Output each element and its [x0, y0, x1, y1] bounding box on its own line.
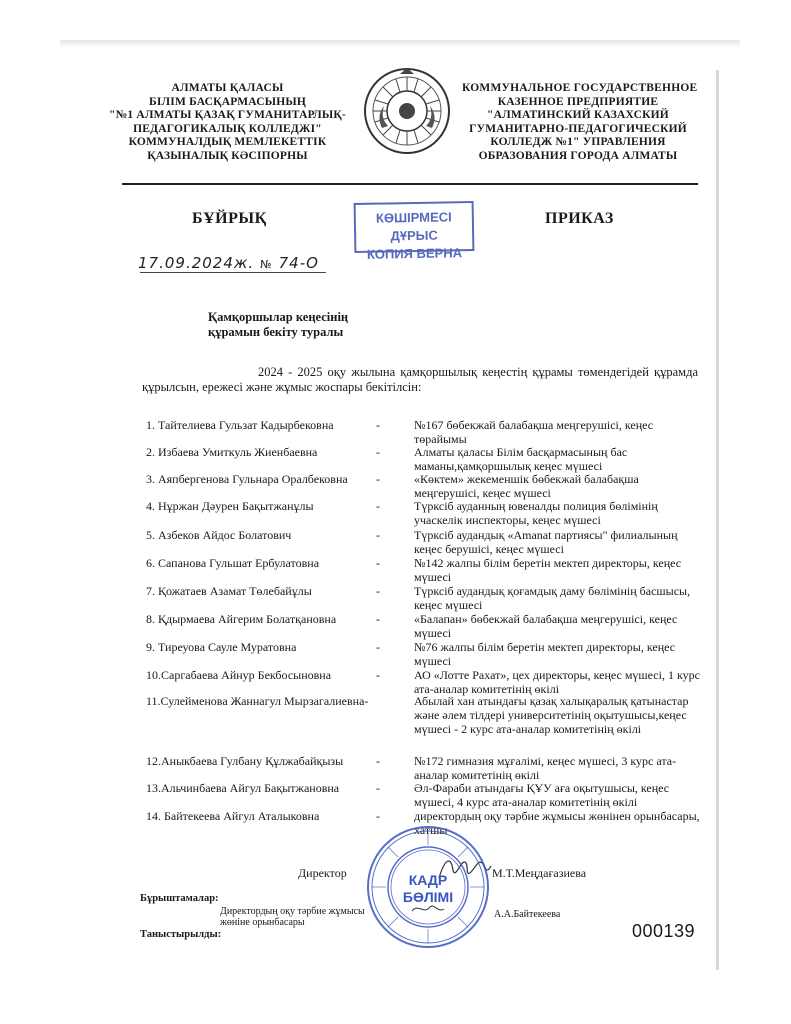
order-date-number [138, 254, 319, 272]
member-role: Әл-Фараби атындағы ҚҰУ аға оқытушысы, кеңес мүшесі, 4 курс ата-аналар комитетінің өкілі [414, 781, 670, 809]
number-sign: № [260, 258, 273, 271]
date-underline [140, 272, 326, 273]
familiarized-label: Таныстырылды: [140, 929, 222, 940]
scan-edge-right [716, 70, 719, 970]
member-role: директордың оқу тәрбие жұмысы жөнінен орынбасары, хатшы [414, 809, 700, 837]
header-kazakh-line: БІЛІМ БАСҚАРМАСЫНЫҢ [149, 95, 306, 108]
header-kazakh-line: "№1 АЛМАТЫ ҚАЗАҚ ГУМАНИТАРЛЫҚ- [109, 109, 346, 121]
order-intro-paragraph: 2024 - 2025 оқу жылына қамқоршылық кеңестің құрамы төмендегідей құрамда құрылсын, ережесі және жұмыс жоспары бекітілсін: [142, 365, 698, 394]
member-dash: - [376, 556, 380, 570]
agreed-label: Бұрыштамалар: [140, 893, 219, 904]
member-role: №167 бөбекжай балабақша меңгерушісі, кеңес төрайымы [414, 418, 654, 446]
scan-edge-top [60, 40, 740, 48]
member-name: 8. Қдырмаева Айгерим Болатқановна [146, 612, 337, 626]
member-role: №172 гимназия мұғалімі, кеңес мүшесі, 3 курс ата-аналар комитетінің өкілі [414, 754, 677, 782]
member-dash: - [376, 781, 380, 795]
member-role: №142 жалпы білім беретін мектеп директоры, кеңес мүшесі [414, 556, 682, 584]
header-kazakh [100, 82, 355, 163]
member-dash: - [376, 640, 380, 654]
member-dash: - [376, 418, 380, 432]
member-dash: - [376, 668, 380, 682]
member-name: 11.Сулейменова Жаннагул Мырзагалиевна- [146, 694, 369, 708]
member-dash: - [376, 612, 380, 626]
subject-line: құрамын бекіту туралы [208, 325, 344, 339]
copy-stamp-line: КӨШІРМЕСІ ДҰРЫС [375, 209, 452, 244]
member-name: 14. Байтекеева Айгул Аталыковна [146, 809, 320, 823]
hr-department-seal-icon [364, 823, 492, 951]
header-russian-line: "АЛМАТИНСКИЙ КАЗАХСКИЙ [487, 109, 669, 121]
header-kazakh-line: ПЕДАГОГИКАЛЫҚ КОЛЛЕДЖІ" [133, 122, 322, 135]
member-dash: - [376, 584, 380, 598]
header-kazakh-line: ҚАЗЫНАЛЫҚ КӘСІПОРНЫ [147, 149, 308, 162]
copy-verified-stamp [354, 201, 475, 262]
subject-line: Қамқоршылар кеңесінің [208, 310, 349, 324]
header-russian-line: КОЛЛЕДЖ №1" УПРАВЛЕНИЯ [490, 136, 666, 148]
member-role: Түрксіб ауданның ювеналды полиция бөлімінің учаскелік инспекторы, кеңес мүшесі [414, 499, 658, 527]
member-name: 7. Қожатаев Азамат Төлебайұлы [146, 584, 312, 598]
member-dash: - [376, 528, 380, 542]
header-kazakh-line: АЛМАТЫ ҚАЛАСЫ [171, 82, 284, 94]
member-role: «Көктем» жекеменшік бөбекжай балабақша меңгерушісі, кеңес мүшесі [414, 472, 639, 500]
member-role: Түрксіб аудандық «Amanat партиясы" филиалының кеңес берушісі, кеңес мүшесі [414, 528, 678, 556]
header-russian-line: ОБРАЗОВАНИЯ ГОРОДА АЛМАТЫ [478, 149, 678, 162]
seal-text-line: БӨЛІМІ [402, 889, 454, 905]
header-russian-line: КАЗЕННОЕ ПРЕДПРИЯТИЕ [497, 95, 659, 108]
order-subject [208, 310, 348, 340]
member-name: 2. Избаева Умиткуль Жиенбаевна [146, 445, 318, 459]
member-dash: - [376, 472, 380, 486]
member-role: Алматы қаласы Білім басқармасының бас маманы,қамқоршылық кеңес мүшесі [414, 445, 628, 473]
seal-text-line: КАДР [408, 872, 448, 888]
header-russian-line: КОММУНАЛЬНОЕ ГОСУДАРСТВЕННОЕ [462, 82, 698, 94]
member-dash: - [376, 445, 380, 459]
member-role: Абылай хан атындағы қазақ халықаралық қатынастар және әлем тілдері университетінің оқытушысы,кеңес мүшесі - 2 курс ата-аналар комитетінің өкілі [414, 694, 689, 736]
member-dash: - [376, 754, 380, 768]
order-number: 74-О [278, 254, 319, 272]
member-name: 3. Аяпбергенова Гульнара Оралбековна [146, 472, 348, 486]
agreed-position: Директордың оқу тәрбие жұмысы жөніне орынбасары [220, 906, 365, 928]
director-name: М.Т.Меңдағазиева [492, 866, 587, 880]
header-kazakh-line: КОММУНАЛДЫҚ МЕМЛЕКЕТТІК [128, 136, 327, 148]
member-name: 13.Альчинбаева Айгул Бақытжановна [146, 781, 340, 795]
director-label: Директор [298, 866, 347, 880]
header-russian-line: ГУМАНИТАРНО-ПЕДАГОГИЧЕСКИЙ [469, 122, 687, 135]
member-dash: - [376, 809, 380, 823]
member-name: 10.Саргабаева Айнур Бекбосыновна [146, 668, 332, 682]
member-name: 6. Сапанова Гульшат Ербулатовна [146, 556, 320, 570]
member-role: АО «Лотте Рахат», цех директоры, кеңес мүшесі, 1 курс ата-аналар комитетінің өкілі [414, 668, 700, 696]
member-name: 9. Тиреуова Сауле Муратовна [146, 640, 297, 654]
title-buiryk: БҰЙРЫҚ [192, 210, 267, 227]
member-role: №76 жалпы білім беретін мектеп директоры, кеңес мүшесі [414, 640, 676, 668]
member-dash: - [376, 499, 380, 513]
copy-stamp-line: КОПИЯ ВЕРНА [366, 245, 463, 262]
member-name: 1. Тайтелиева Гульзат Кадырбековна [146, 418, 334, 432]
document-number: 000139 [632, 921, 696, 941]
order-date: 17.09.2024ж. [138, 254, 255, 272]
header-russian [462, 82, 698, 163]
member-name: 4. Нұржан Дәурен Бақытжанұлы [146, 499, 314, 513]
title-prikaz: ПРИКАЗ [545, 210, 614, 227]
member-role: «Балапан» бөбекжай балабақша меңгерушісі, кеңес мүшесі [414, 612, 678, 640]
header-divider [122, 183, 698, 185]
state-emblem-icon [362, 66, 452, 156]
member-name: 12.Аныкбаева Гулбану Құлжабайқызы [146, 754, 344, 768]
agreed-name: А.А.Байтекеева [494, 909, 561, 920]
member-role: Түрксіб аудандық қоғамдық даму бөлімінің басшысы, кеңес мүшесі [414, 584, 691, 612]
member-name: 5. Азбеков Айдос Болатович [146, 528, 292, 542]
